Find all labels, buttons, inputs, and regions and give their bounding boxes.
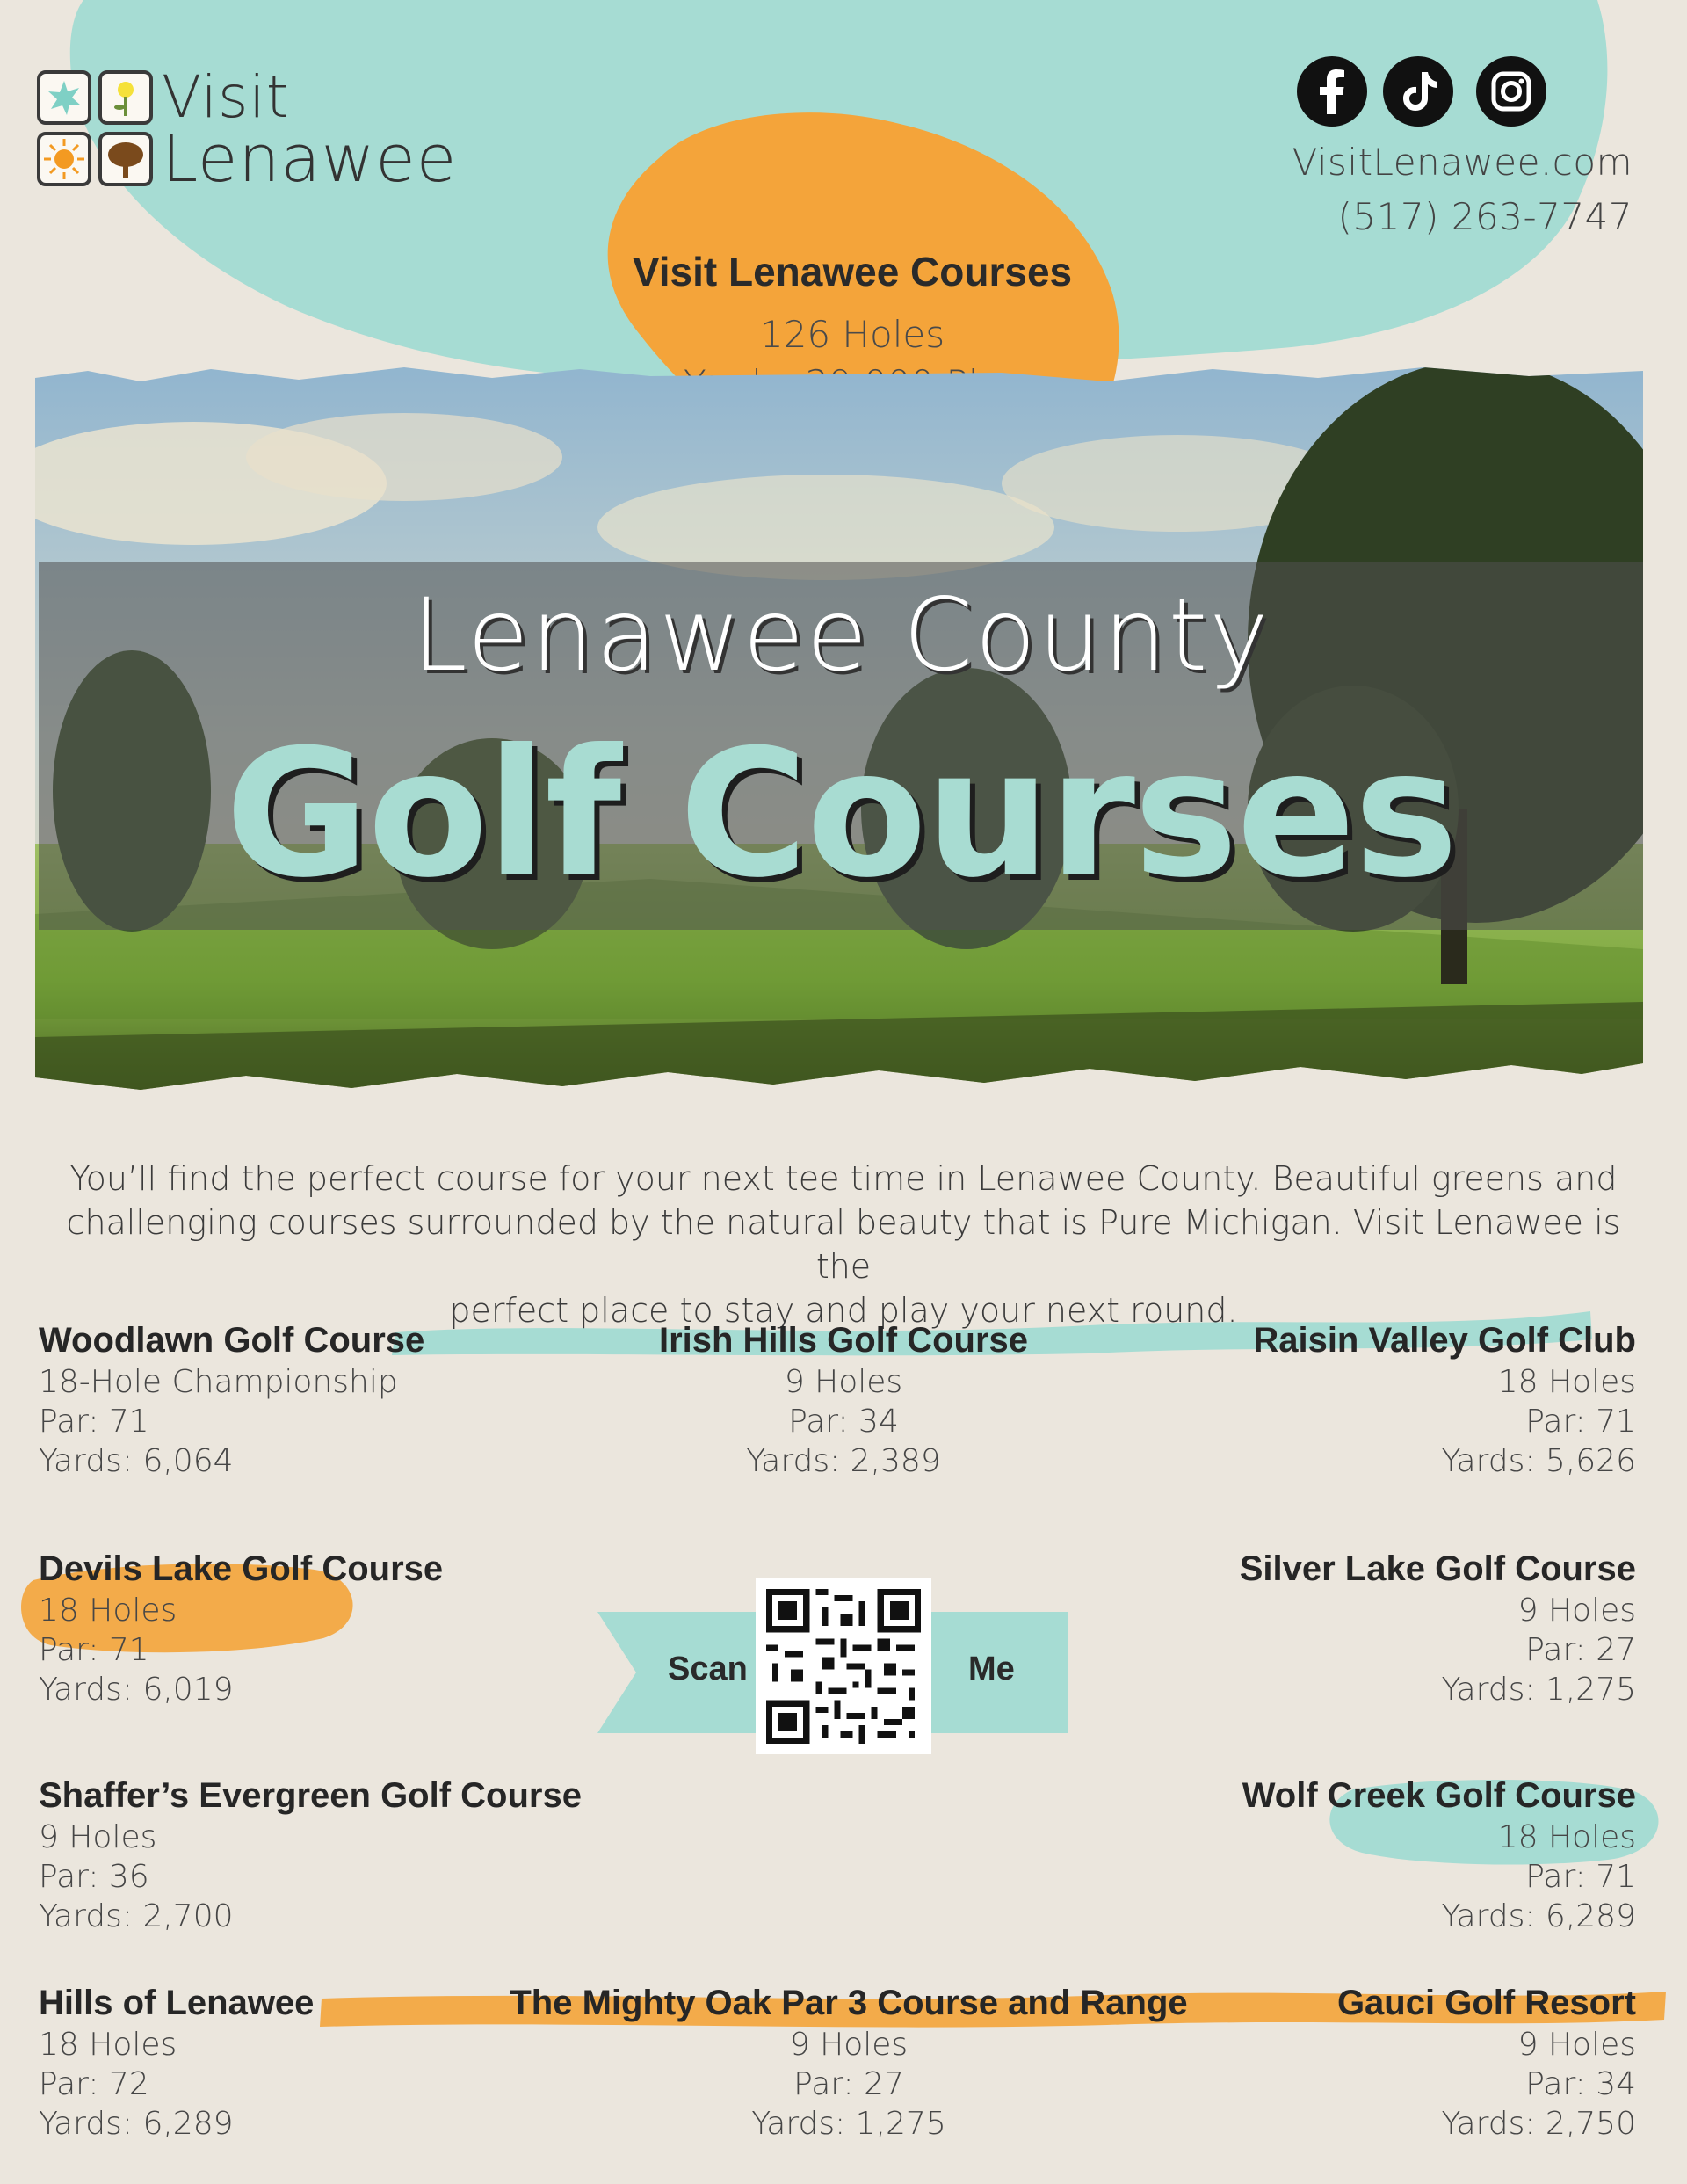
course-yards: Yards: 6,289	[39, 2106, 234, 2142]
course-holes: 18 Holes	[1497, 1819, 1636, 1855]
course-par: Par: 34	[788, 1404, 899, 1440]
sun-icon	[37, 132, 91, 186]
course-holes: 18 Holes	[39, 1593, 177, 1629]
course-card[interactable]	[39, 1547, 601, 1709]
instagram-icon[interactable]	[1476, 56, 1546, 127]
course-yards: Yards: 2,389	[746, 1443, 941, 1479]
course-card[interactable]	[562, 1318, 1125, 1481]
course-yards: Yards: 2,700	[39, 1898, 234, 1934]
course-yards: Yards: 1,275	[1441, 1672, 1636, 1708]
course-par: Par: 72	[39, 2066, 149, 2102]
course-card[interactable]	[1074, 1318, 1636, 1481]
logo-word-visit: Visit	[162, 63, 290, 131]
course-card[interactable]	[1074, 1981, 1636, 2144]
course-yards: Yards: 6,019	[39, 1672, 234, 1708]
intro-line: perfect place to stay and play your next round.	[449, 1291, 1238, 1330]
course-holes: 9 Holes	[1517, 2027, 1636, 2063]
course-name[interactable]: Silver Lake Golf Course	[1239, 1549, 1636, 1588]
intro-line: You’ll find the perfect course for your next tee time in Lenawee County. Beautiful greens and	[69, 1159, 1618, 1198]
qr-code-icon	[766, 1589, 921, 1744]
course-card[interactable]	[1074, 1547, 1636, 1709]
course-name[interactable]: The Mighty Oak Par 3 Course and Range	[510, 1984, 1188, 2022]
course-name[interactable]: Woodlawn Golf Course	[39, 1321, 425, 1360]
course-par: Par: 71	[39, 1404, 149, 1440]
course-yards: Yards: 6,064	[39, 1443, 234, 1479]
tiktok-icon[interactable]	[1383, 56, 1453, 127]
course-holes: 9 Holes	[789, 2027, 909, 2063]
course-name[interactable]: Irish Hills Golf Course	[658, 1321, 1029, 1360]
course-yards: Yards: 1,275	[751, 2106, 946, 2142]
logo-mark	[37, 70, 160, 193]
course-par: Par: 71	[1525, 1859, 1636, 1895]
course-par: Par: 71	[1525, 1404, 1636, 1440]
logo-word-lenawee: Lenawee	[162, 121, 458, 197]
course-par: Par: 27	[793, 2066, 904, 2102]
scan-label: Scan	[668, 1651, 748, 1687]
course-holes: 18 Holes	[1497, 1364, 1636, 1400]
course-card[interactable]	[39, 1318, 601, 1481]
tree-icon	[98, 132, 153, 186]
flower-icon	[98, 70, 153, 125]
course-holes: 9 Holes	[1517, 1593, 1636, 1629]
course-holes: 9 Holes	[39, 1819, 157, 1855]
course-holes: 18-Hole Championship	[39, 1364, 398, 1400]
course-card[interactable]	[1074, 1774, 1636, 1936]
facebook-icon[interactable]	[1297, 56, 1367, 127]
course-par: Par: 71	[39, 1632, 149, 1668]
phone-number[interactable]: (517) 263-7747	[1337, 195, 1633, 238]
course-yards: Yards: 6,289	[1441, 1898, 1636, 1934]
course-name[interactable]: Shaffer’s Evergreen Golf Course	[39, 1776, 582, 1815]
course-holes: 18 Holes	[39, 2027, 177, 2063]
badge-holes: 126 Holes	[759, 313, 945, 356]
course-name[interactable]: Raisin Valley Golf Club	[1253, 1321, 1636, 1360]
me-label: Me	[968, 1651, 1015, 1687]
intro-line: challenging courses surrounded by the natural beauty that is Pure Michigan. Visit Lenawee is the	[66, 1203, 1621, 1286]
course-name[interactable]: Gauci Golf Resort	[1336, 1984, 1636, 2022]
visit-lenawee-logo[interactable]	[37, 63, 494, 197]
course-par: Par: 27	[1525, 1632, 1636, 1668]
leaf-icon	[37, 70, 91, 125]
hero-subtitle: Lenawee County	[411, 577, 1271, 693]
course-yards: Yards: 2,750	[1441, 2106, 1636, 2142]
website-link[interactable]: VisitLenawee.com	[1292, 141, 1633, 184]
course-yards: Yards: 5,626	[1441, 1443, 1636, 1479]
course-name[interactable]: Devils Lake Golf Course	[39, 1549, 444, 1588]
hero-title: Golf Courses	[225, 712, 1457, 917]
course-par: Par: 36	[39, 1859, 149, 1895]
qr-code[interactable]	[756, 1578, 931, 1754]
course-holes: 9 Holes	[784, 1364, 903, 1400]
course-name[interactable]: Hills of Lenawee	[39, 1984, 315, 2022]
course-card[interactable]	[39, 1774, 601, 1936]
course-name[interactable]: Wolf Creek Golf Course	[1242, 1776, 1636, 1815]
course-par: Par: 34	[1525, 2066, 1636, 2102]
badge-title: Visit Lenawee Courses	[632, 249, 1073, 294]
